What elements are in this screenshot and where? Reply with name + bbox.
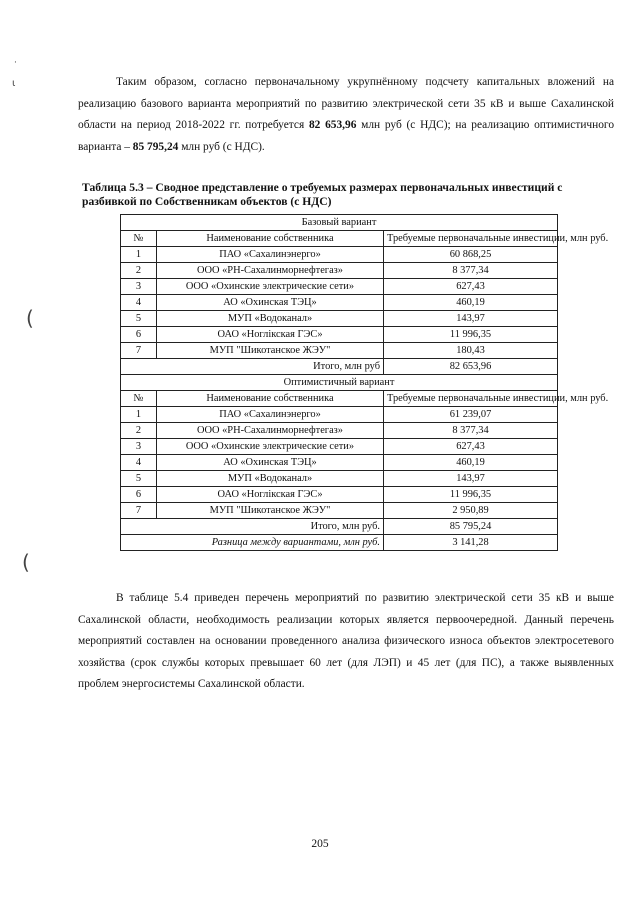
total-value: 82 653,96	[384, 359, 558, 375]
total-label: Итого, млн руб	[121, 359, 384, 375]
header-row	[121, 231, 558, 247]
owner-name: ООО «Охинские электрические сети»	[157, 439, 384, 455]
owner-name: МУП «Водоканал»	[157, 471, 384, 487]
difference-label: Разница между вариантами, млн руб.	[121, 535, 384, 551]
total-row	[121, 519, 558, 535]
row-number: 5	[121, 471, 157, 487]
total-row	[121, 359, 558, 375]
difference-value: 3 141,28	[384, 535, 558, 551]
row-number: 7	[121, 503, 157, 519]
row-number: 4	[121, 295, 157, 311]
amount-value: 61 239,07	[384, 407, 558, 423]
owner-name: ПАО «Сахалинэнерго»	[157, 407, 384, 423]
table-row	[121, 471, 558, 487]
table-row	[121, 279, 558, 295]
section-title-row	[121, 375, 558, 391]
amount-value: 180,43	[384, 343, 558, 359]
table-row	[121, 503, 558, 519]
row-number: 2	[121, 263, 157, 279]
table-row	[121, 423, 558, 439]
table-row	[121, 407, 558, 423]
table-row	[121, 327, 558, 343]
col-number-header: №	[121, 391, 157, 407]
col-owner-header: Наименование собственника	[157, 231, 384, 247]
table-row	[121, 487, 558, 503]
row-number: 4	[121, 455, 157, 471]
total-label: Итого, млн руб.	[121, 519, 384, 535]
col-amount-header: Требуемые первоначальные инвестиции, млн руб.	[384, 391, 558, 407]
total-value: 85 795,24	[384, 519, 558, 535]
row-number: 6	[121, 327, 157, 343]
table-row	[121, 455, 558, 471]
owner-name: ООО «Охинские электрические сети»	[157, 279, 384, 295]
owner-name: ОАО «Ноглікская ГЭС»	[157, 327, 384, 343]
intro-paragraph: Таким образом, согласно первоначальному укрупнённому подсчету капитальных вложений на реализацию базового варианта мероприятий по развитию электрической сети 35 кВ и выше Сахалинской области на период 2018-2022 гг. потребуется 82 653,96 млн руб (с НДС); на реализацию оптимистичного варианта – 85 795,24 млн руб (с НДС).	[78, 76, 615, 153]
scan-mark: ι	[12, 78, 16, 89]
amount-value: 8 377,34	[384, 423, 558, 439]
section-title: Оптимистичный вариант	[121, 375, 558, 391]
row-number: 3	[121, 279, 157, 295]
owner-name: МУП "Шикотанское ЖЭУ"	[157, 503, 384, 519]
col-owner-header: Наименование собственника	[157, 391, 384, 407]
amount-value: 8 377,34	[384, 263, 558, 279]
col-amount-header: Требуемые первоначальные инвестиции, млн руб.	[384, 231, 558, 247]
difference-row	[121, 535, 558, 551]
amount-value: 143,97	[384, 471, 558, 487]
table-row	[121, 247, 558, 263]
owner-name: ООО «РН-Сахалинморнефтегаз»	[157, 423, 384, 439]
closing-paragraph: В таблице 5.4 приведен перечень мероприятий по развитию электрической сети 35 кВ и выше Сахалинской области, необходимость реализации которых является первоочередной. Данный перечень мероприятий составлен на основании проведенного анализа физического износа объектов электросетевого хозяйства (срок службы которых превышает 60 лет (для ЛЭП) и 45 лет (для ПС), а также выявленных проблем энергосистемы Сахалинской области.	[78, 592, 614, 690]
owner-name: ПАО «Сахалинэнерго»	[157, 247, 384, 263]
amount-value: 2 950,89	[384, 503, 558, 519]
table-caption: Таблица 5.3 – Сводное представление о требуемых размерах первоначальных инвестиций с разбивкой по Собственникам объектов (с НДС)	[82, 181, 563, 208]
owner-name: ОАО «Ноглікская ГЭС»	[157, 487, 384, 503]
section-title-row	[121, 215, 558, 231]
section-title: Базовый вариант	[121, 215, 558, 231]
owner-name: ООО «РН-Сахалинморнефтегаз»	[157, 263, 384, 279]
header-row	[121, 391, 558, 407]
row-number: 2	[121, 423, 157, 439]
page-number: 205	[311, 838, 329, 850]
table-row	[121, 295, 558, 311]
investment-table	[120, 214, 609, 551]
punch-hole-mark: (	[22, 550, 30, 574]
owner-name: МУП "Шикотанское ЖЭУ"	[157, 343, 384, 359]
scan-mark: ·	[14, 58, 17, 68]
amount-value: 11 996,35	[384, 487, 558, 503]
amount-value: 627,43	[384, 279, 558, 295]
owner-name: МУП «Водоканал»	[157, 311, 384, 327]
punch-hole-mark: (	[26, 306, 34, 330]
col-number-header: №	[121, 231, 157, 247]
row-number: 3	[121, 439, 157, 455]
owner-name: АО «Охинская ТЭЦ»	[157, 295, 384, 311]
table-row	[121, 343, 558, 359]
amount-value: 460,19	[384, 295, 558, 311]
amount-value: 11 996,35	[384, 327, 558, 343]
table-row	[121, 439, 558, 455]
amount-value: 460,19	[384, 455, 558, 471]
row-number: 5	[121, 311, 157, 327]
row-number: 6	[121, 487, 157, 503]
owner-name: АО «Охинская ТЭЦ»	[157, 455, 384, 471]
amount-value: 143,97	[384, 311, 558, 327]
row-number: 1	[121, 247, 157, 263]
amount-value: 60 868,25	[384, 247, 558, 263]
table-row	[121, 263, 558, 279]
amount-value: 627,43	[384, 439, 558, 455]
row-number: 1	[121, 407, 157, 423]
row-number: 7	[121, 343, 157, 359]
table-row	[121, 311, 558, 327]
